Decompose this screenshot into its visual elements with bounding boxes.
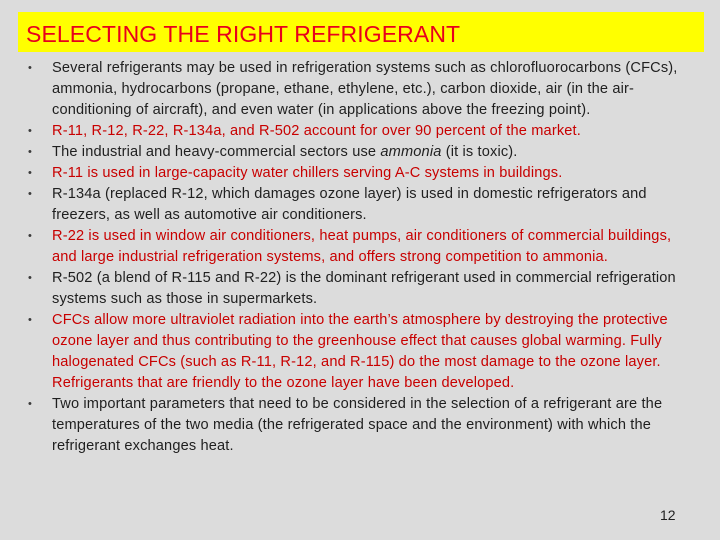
bullet-text: R-134a (replaced R-12, which damages ozone layer) is used in domestic refrigerators and freezers, as well as automotive air conditioners. [52,186,647,223]
bullet-item [0,394,720,457]
bullet-text [52,142,692,163]
bullet-text: R-11, R-12, R-22, R-134a, and R-502 account for over 90 percent of the market. [52,123,581,139]
bullet-item [0,142,720,163]
bullet-dot-icon: • [28,146,32,158]
bullet-item [0,184,720,226]
bullet-item [0,226,720,268]
bullet-dot-icon: • [28,125,32,137]
bullet-text: Two important parameters that need to be considered in the selection of a refrigerant are the temperatures of the two media (the refrigerated space and the environment) with which the refrigerant exchanges heat. [52,396,663,454]
slide-title: SELECTING THE RIGHT REFRIGERANT [26,21,461,47]
bullet-text-emphasis: ammonia [380,144,442,160]
page-number: 12 [660,507,676,523]
bullet-dot-icon: • [28,62,32,74]
bullet-item [0,268,720,310]
bullet-text: Several refrigerants may be used in refrigeration systems such as chlorofluorocarbons (CFCs), ammonia, hydrocarbons (propane, ethane, ethylene, etc.), carbon dioxide, air (in the air-conditioning of aircraft), and even water (in applications above the freezing point). [52,60,678,118]
bullet-dot-icon: • [28,167,32,179]
bullet-dot-icon: • [28,398,32,410]
bullet-item [0,310,720,394]
bullet-text: R-502 (a blend of R-115 and R-22) is the dominant refrigerant used in commercial refrigeration systems such as those in supermarkets. [52,270,676,307]
bullet-text: R-22 is used in window air conditioners, heat pumps, air conditioners of commercial buildings, and large industrial refrigeration systems, and offers strong competition to ammonia. [52,228,672,265]
bullet-dot-icon: • [28,230,32,242]
bullet-item [0,163,720,184]
bullet-dot-icon: • [28,188,32,200]
bullet-item [0,58,720,121]
bullet-item [0,121,720,142]
bullet-dot-icon: • [28,314,32,326]
bullet-text-part: (it is toxic). [441,144,518,160]
title-banner [18,12,704,52]
bullet-text: R-11 is used in large-capacity water chillers serving A-C systems in buildings. [52,165,563,181]
bullet-text: CFCs allow more ultraviolet radiation into the earth’s atmosphere by destroying the protective ozone layer and thus contributing to the greenhouse effect that causes global warming. Fully halogenated CFCs (such as R-11, R-12, and R-115) do the most damage to the ozone layer. Refrigerants that are friendly to the ozone layer have been developed. [52,312,668,391]
bullet-list [0,58,720,457]
bullet-text-part: The industrial and heavy-commercial sectors use [52,144,381,160]
bullet-dot-icon: • [28,272,32,284]
